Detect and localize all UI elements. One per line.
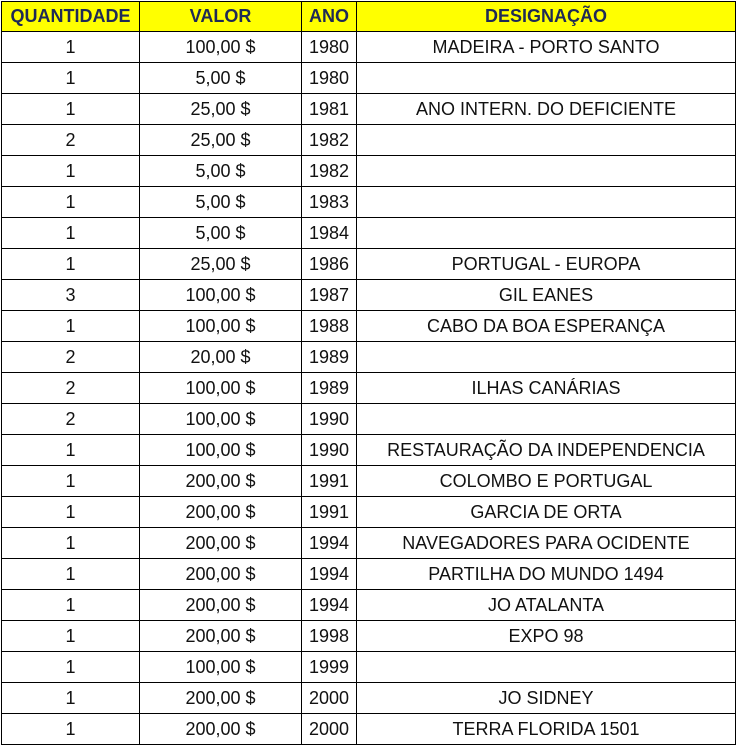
table-row <box>2 125 736 156</box>
cell-valor[interactable]: 200,00 $ <box>140 528 302 559</box>
cell-quantidade[interactable]: 1 <box>2 559 140 590</box>
cell-quantidade[interactable]: 1 <box>2 652 140 683</box>
table-row <box>2 714 736 745</box>
cell-valor[interactable]: 25,00 $ <box>140 125 302 156</box>
cell-ano[interactable]: 2000 <box>302 683 357 714</box>
cell-designacao[interactable] <box>357 125 736 156</box>
cell-ano[interactable]: 1980 <box>302 32 357 63</box>
cell-valor[interactable]: 200,00 $ <box>140 497 302 528</box>
cell-quantidade[interactable]: 1 <box>2 32 140 63</box>
cell-designacao[interactable]: EXPO 98 <box>357 621 736 652</box>
cell-designacao[interactable]: JO SIDNEY <box>357 683 736 714</box>
table-row <box>2 466 736 497</box>
cell-ano[interactable]: 1987 <box>302 280 357 311</box>
cell-valor[interactable]: 200,00 $ <box>140 466 302 497</box>
table-row <box>2 249 736 280</box>
cell-designacao[interactable] <box>357 342 736 373</box>
table-row <box>2 156 736 187</box>
cell-valor[interactable]: 200,00 $ <box>140 683 302 714</box>
cell-valor[interactable]: 25,00 $ <box>140 94 302 125</box>
cell-quantidade[interactable]: 1 <box>2 683 140 714</box>
cell-quantidade[interactable]: 2 <box>2 342 140 373</box>
cell-ano[interactable]: 1989 <box>302 342 357 373</box>
table-row <box>2 94 736 125</box>
cell-designacao[interactable] <box>357 652 736 683</box>
cell-ano[interactable]: 1983 <box>302 187 357 218</box>
cell-quantidade[interactable]: 2 <box>2 373 140 404</box>
cell-ano[interactable]: 1994 <box>302 559 357 590</box>
header-valor[interactable]: VALOR <box>140 2 302 32</box>
header-ano[interactable]: ANO <box>302 2 357 32</box>
cell-quantidade[interactable]: 1 <box>2 435 140 466</box>
cell-valor[interactable]: 200,00 $ <box>140 590 302 621</box>
coin-inventory-table <box>1 1 736 745</box>
cell-designacao[interactable] <box>357 63 736 94</box>
cell-designacao[interactable]: ANO INTERN. DO DEFICIENTE <box>357 94 736 125</box>
header-designacao[interactable]: DESIGNAÇÃO <box>357 2 736 32</box>
table-row <box>2 187 736 218</box>
cell-valor[interactable]: 200,00 $ <box>140 559 302 590</box>
cell-designacao[interactable]: COLOMBO E PORTUGAL <box>357 466 736 497</box>
cell-valor[interactable]: 20,00 $ <box>140 342 302 373</box>
table-row <box>2 435 736 466</box>
cell-designacao[interactable] <box>357 404 736 435</box>
cell-quantidade[interactable]: 1 <box>2 621 140 652</box>
cell-quantidade[interactable]: 1 <box>2 63 140 94</box>
cell-quantidade[interactable]: 1 <box>2 466 140 497</box>
cell-ano[interactable]: 1998 <box>302 621 357 652</box>
cell-quantidade[interactable]: 1 <box>2 497 140 528</box>
cell-designacao[interactable]: RESTAURAÇÃO DA INDEPENDENCIA <box>357 435 736 466</box>
cell-designacao[interactable]: JO ATALANTA <box>357 590 736 621</box>
table-row <box>2 621 736 652</box>
table-row <box>2 497 736 528</box>
cell-valor[interactable]: 100,00 $ <box>140 373 302 404</box>
cell-ano[interactable]: 1988 <box>302 311 357 342</box>
cell-quantidade[interactable]: 1 <box>2 249 140 280</box>
cell-designacao[interactable] <box>357 218 736 249</box>
cell-designacao[interactable]: PORTUGAL - EUROPA <box>357 249 736 280</box>
cell-designacao[interactable]: NAVEGADORES PARA OCIDENTE <box>357 528 736 559</box>
cell-valor[interactable]: 100,00 $ <box>140 32 302 63</box>
table-row <box>2 63 736 94</box>
cell-quantidade[interactable]: 2 <box>2 125 140 156</box>
table-row <box>2 683 736 714</box>
cell-ano[interactable]: 1991 <box>302 497 357 528</box>
cell-designacao[interactable]: GIL EANES <box>357 280 736 311</box>
cell-valor[interactable]: 5,00 $ <box>140 156 302 187</box>
cell-valor[interactable]: 5,00 $ <box>140 63 302 94</box>
cell-quantidade[interactable]: 1 <box>2 528 140 559</box>
cell-quantidade[interactable]: 2 <box>2 404 140 435</box>
cell-ano[interactable]: 1991 <box>302 466 357 497</box>
cell-quantidade[interactable]: 1 <box>2 94 140 125</box>
cell-valor[interactable]: 200,00 $ <box>140 621 302 652</box>
header-row <box>2 2 736 32</box>
table-row <box>2 342 736 373</box>
cell-designacao[interactable]: GARCIA DE ORTA <box>357 497 736 528</box>
cell-quantidade[interactable]: 1 <box>2 218 140 249</box>
cell-quantidade[interactable]: 3 <box>2 280 140 311</box>
cell-designacao[interactable]: CABO DA BOA ESPERANÇA <box>357 311 736 342</box>
cell-designacao[interactable]: TERRA FLORIDA 1501 <box>357 714 736 745</box>
cell-ano[interactable]: 1999 <box>302 652 357 683</box>
cell-designacao[interactable]: MADEIRA - PORTO SANTO <box>357 32 736 63</box>
cell-quantidade[interactable]: 1 <box>2 590 140 621</box>
cell-ano[interactable]: 1981 <box>302 94 357 125</box>
cell-ano[interactable]: 1982 <box>302 156 357 187</box>
table-row <box>2 404 736 435</box>
cell-valor[interactable]: 100,00 $ <box>140 280 302 311</box>
table-row <box>2 311 736 342</box>
cell-quantidade[interactable]: 1 <box>2 156 140 187</box>
cell-ano[interactable]: 1994 <box>302 590 357 621</box>
cell-designacao[interactable]: PARTILHA DO MUNDO 1494 <box>357 559 736 590</box>
table-header <box>2 2 736 32</box>
cell-quantidade[interactable]: 1 <box>2 311 140 342</box>
cell-valor[interactable]: 100,00 $ <box>140 311 302 342</box>
cell-ano[interactable]: 1994 <box>302 528 357 559</box>
cell-ano[interactable]: 1980 <box>302 63 357 94</box>
header-quantidade[interactable]: QUANTIDADE <box>2 2 140 32</box>
cell-valor[interactable]: 100,00 $ <box>140 404 302 435</box>
cell-valor[interactable]: 100,00 $ <box>140 652 302 683</box>
cell-ano[interactable]: 1986 <box>302 249 357 280</box>
cell-designacao[interactable]: ILHAS CANÁRIAS <box>357 373 736 404</box>
cell-quantidade[interactable]: 1 <box>2 187 140 218</box>
table-body <box>2 32 736 745</box>
cell-ano[interactable]: 1984 <box>302 218 357 249</box>
cell-valor[interactable]: 25,00 $ <box>140 249 302 280</box>
cell-ano[interactable]: 2000 <box>302 714 357 745</box>
table-row <box>2 280 736 311</box>
cell-ano[interactable]: 1990 <box>302 404 357 435</box>
cell-designacao[interactable] <box>357 156 736 187</box>
cell-ano[interactable]: 1982 <box>302 125 357 156</box>
table-row <box>2 218 736 249</box>
cell-valor[interactable]: 100,00 $ <box>140 435 302 466</box>
cell-ano[interactable]: 1989 <box>302 373 357 404</box>
cell-designacao[interactable] <box>357 187 736 218</box>
cell-ano[interactable]: 1990 <box>302 435 357 466</box>
table-row <box>2 32 736 63</box>
table-row <box>2 590 736 621</box>
table-row <box>2 528 736 559</box>
cell-valor[interactable]: 5,00 $ <box>140 187 302 218</box>
cell-valor[interactable]: 5,00 $ <box>140 218 302 249</box>
table-row <box>2 652 736 683</box>
table-row <box>2 559 736 590</box>
cell-quantidade[interactable]: 1 <box>2 714 140 745</box>
cell-valor[interactable]: 200,00 $ <box>140 714 302 745</box>
table-row <box>2 373 736 404</box>
